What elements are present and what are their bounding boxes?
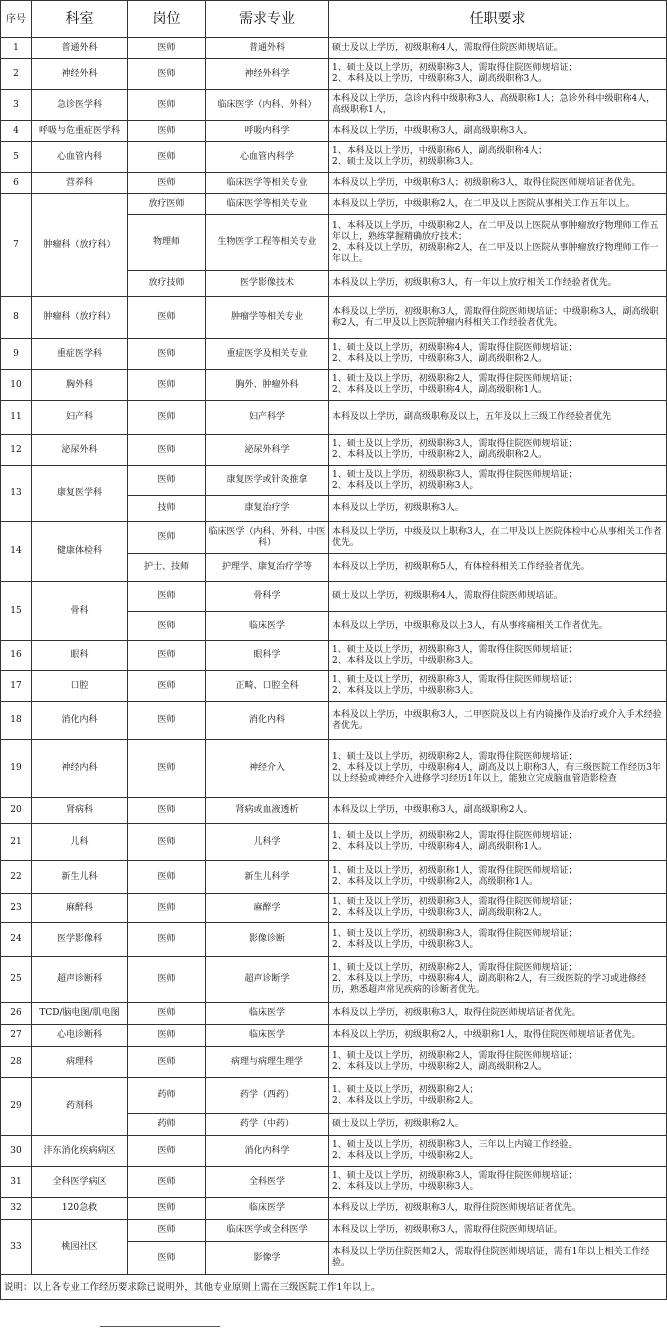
cell-dept: 口腔 <box>32 671 128 702</box>
cell-dept: 骨科 <box>32 582 128 641</box>
cell-dept: 妇产科 <box>32 401 128 435</box>
cell-post: 医师 <box>128 38 206 59</box>
cell-no: 12 <box>1 435 32 466</box>
cell-dept: 康复医学科 <box>32 466 128 522</box>
cell-major: 康复医学或针灸推拿 <box>206 466 329 496</box>
cell-no: 8 <box>1 297 32 339</box>
cell-requirements: 本科及以上学历，中级职称3人，二甲医院及以上有内镜操作及治疗或介入手术经验者优先。 <box>329 702 667 740</box>
footnote: 说明：以上各专业工作经历要求除已说明外，其他专业原则上需在三级医院工作1年以上。 <box>1 1275 667 1300</box>
cell-no: 15 <box>1 582 32 641</box>
cell-dept: 120急救 <box>32 1198 128 1220</box>
cell-major: 康复治疗学 <box>206 496 329 522</box>
table-row <box>1 861 667 894</box>
cell-major: 消化内科 <box>206 702 329 740</box>
cell-major: 全科医学 <box>206 1167 329 1198</box>
cell-requirements: 本科及以上学历住院医师2人，需取得住院医师规培证，需有1年以上相关工作经验。 <box>329 1242 667 1275</box>
cell-major: 重症医学及相关专业 <box>206 339 329 370</box>
header-post: 岗位 <box>128 1 206 38</box>
cell-no: 25 <box>1 957 32 1003</box>
cell-major: 医学影像技术 <box>206 271 329 297</box>
table-row <box>1 1136 667 1167</box>
cell-major: 临床医学 <box>206 1198 329 1220</box>
table-row <box>1 824 667 861</box>
table-row <box>1 1025 667 1047</box>
cell-major: 药学（西药） <box>206 1078 329 1114</box>
cell-no: 32 <box>1 1198 32 1220</box>
cell-requirements: 本科及以上学历，中级职称3人，副高级职称2人。 <box>329 798 667 824</box>
table-row <box>1 522 667 554</box>
table-row <box>1 702 667 740</box>
cell-major: 妇产科学 <box>206 401 329 435</box>
cell-dept: 沣东消化疾病病区 <box>32 1136 128 1167</box>
cell-dept: 泌尿外科 <box>32 435 128 466</box>
cell-post: 医师 <box>128 370 206 401</box>
cell-requirements: 1、硕士及以上学历，初级职称3人，需取得住院医师规培证； 2、本科及以上学历，中级职称3人。 <box>329 923 667 957</box>
cell-major: 心血管内科学 <box>206 142 329 173</box>
cell-no: 10 <box>1 370 32 401</box>
cell-post: 医师 <box>128 297 206 339</box>
table-row <box>1 894 667 923</box>
cell-dept: 心电诊断科 <box>32 1025 128 1047</box>
cell-dept: 胸外科 <box>32 370 128 401</box>
cell-requirements: 硕士及以上学历，初级职称2人。 <box>329 1114 667 1136</box>
cell-requirements: 本科及以上学历，初级职称2人，中级职称1人，取得住院医师规培证者优先。 <box>329 1025 667 1047</box>
cell-no: 27 <box>1 1025 32 1047</box>
cell-post: 医师 <box>128 702 206 740</box>
cell-dept: 眼科 <box>32 641 128 671</box>
cell-major: 临床医学 <box>206 612 329 641</box>
cell-post: 医师 <box>128 894 206 923</box>
cell-post: 医师 <box>128 142 206 173</box>
cell-post: 医师 <box>128 671 206 702</box>
table-body <box>1 38 667 1275</box>
cell-no: 19 <box>1 740 32 798</box>
cell-major: 骨科学 <box>206 582 329 612</box>
cell-post: 医师 <box>128 824 206 861</box>
cell-post: 医师 <box>128 923 206 957</box>
cell-dept: 全科医学病区 <box>32 1167 128 1198</box>
cell-no: 3 <box>1 90 32 121</box>
cell-requirements: 硕士及以上学历，初级职称4人，需取得住院医师规培证。 <box>329 38 667 59</box>
cell-major: 眼科学 <box>206 641 329 671</box>
cell-major: 呼吸内科学 <box>206 121 329 142</box>
cell-post: 医师 <box>128 641 206 671</box>
note-row <box>1 1275 667 1300</box>
cell-post: 医师 <box>128 957 206 1003</box>
cell-post: 医师 <box>128 1136 206 1167</box>
cell-no: 7 <box>1 194 32 297</box>
table-row <box>1 297 667 339</box>
cell-requirements: 本科及以上学历，初级职称3人，取得住院医师规培证者优先。 <box>329 1198 667 1220</box>
cell-post: 医师 <box>128 1003 206 1025</box>
cell-requirements: 1、硕士及以上学历，初级职称2人； 2、本科及以上学历，中级职称2人。 <box>329 1078 667 1114</box>
cell-major: 影像学 <box>206 1242 329 1275</box>
cell-post: 医师 <box>128 339 206 370</box>
cell-dept: 重症医学科 <box>32 339 128 370</box>
cell-requirements: 1、硕士及以上学历，初级职称2人，需取得住院医师规培证； 2、本科及以上学历，中级职称4人，副高级职称1人。 <box>329 824 667 861</box>
cell-dept: 儿科 <box>32 824 128 861</box>
table-row <box>1 957 667 1003</box>
header-major: 需求专业 <box>206 1 329 38</box>
cell-major: 神经介入 <box>206 740 329 798</box>
cell-requirements: 本科及以上学历，中级职称3人；初级职称3人，取得住院医师规培证者优先。 <box>329 173 667 194</box>
cell-post: 放疗医师 <box>128 194 206 215</box>
cell-dept: 新生儿科 <box>32 861 128 894</box>
cell-no: 28 <box>1 1047 32 1078</box>
cell-major: 临床医学等相关专业 <box>206 173 329 194</box>
cell-major: 麻醉学 <box>206 894 329 923</box>
cell-post: 医师 <box>128 121 206 142</box>
cell-no: 26 <box>1 1003 32 1025</box>
table-row <box>1 641 667 671</box>
cell-post: 医师 <box>128 522 206 554</box>
table-row <box>1 194 667 215</box>
cell-requirements: 1、硕士及以上学历，初级职称3人，需取得住院医师规培证； 2、本科及以上学历，中级职称3人，副高级职称2人。 <box>329 894 667 923</box>
cell-requirements: 1、硕士及以上学历，初级职称2人，需取得住院医师规培证； 2、本科及以上学历，中级职称4人，副高职称2人，有三级医院的学习或进修经历，熟悉超声常见疾病的诊断者优先。 <box>329 957 667 1003</box>
cell-requirements: 本科及以上学历，急诊内科中级职称3人、高级职称1人；急诊外科中级职称4人，高级职称1人， <box>329 90 667 121</box>
cell-requirements: 本科及以上学历，中级职称及以上3人，有从事疼痛相关工作者优先。 <box>329 612 667 641</box>
table-row <box>1 582 667 612</box>
cell-requirements: 本科及以上学历，初级职称3人，需取得住院医师规培证。 <box>329 1220 667 1242</box>
table-row <box>1 90 667 121</box>
cell-dept: 肿瘤科（放疗科） <box>32 194 128 297</box>
cell-major: 普通外科 <box>206 38 329 59</box>
header-dept: 科室 <box>32 1 128 38</box>
cell-no: 16 <box>1 641 32 671</box>
cell-dept: 病理科 <box>32 1047 128 1078</box>
table-row <box>1 798 667 824</box>
cell-post: 医师 <box>128 582 206 612</box>
cell-dept: 营养科 <box>32 173 128 194</box>
cell-no: 13 <box>1 466 32 522</box>
cell-major: 胸外、肿瘤外科 <box>206 370 329 401</box>
header-requirements: 任职要求 <box>329 1 667 38</box>
cell-post: 医师 <box>128 90 206 121</box>
header-row <box>1 1 667 38</box>
cell-major: 临床医学等相关专业 <box>206 194 329 215</box>
table-row <box>1 923 667 957</box>
cell-post: 医师 <box>128 612 206 641</box>
cell-post: 药师 <box>128 1078 206 1114</box>
cell-major: 临床医学 <box>206 1025 329 1047</box>
cell-major: 生物医学工程等相关专业 <box>206 215 329 271</box>
cell-dept: TCD/脑电图/肌电图 <box>32 1003 128 1025</box>
table-row <box>1 1003 667 1025</box>
table-row <box>1 740 667 798</box>
cell-dept: 医学影像科 <box>32 923 128 957</box>
cell-requirements: 1、硕士及以上学历，初级职称3人，需取得住院医师规培证； 2、本科及以上学历，中级职称3人。 <box>329 641 667 671</box>
cell-major: 药学（中药） <box>206 1114 329 1136</box>
cell-dept: 神经外科 <box>32 59 128 90</box>
cell-dept: 超声诊断科 <box>32 957 128 1003</box>
cell-no: 1 <box>1 38 32 59</box>
cell-requirements: 1、硕士及以上学历，初级职称4人，需取得住院医师规培证； 2、本科及以上学历，中级职称3人，副高级职称2人。 <box>329 339 667 370</box>
cell-requirements: 1、硕士及以上学历，初级职称2人，需取得住院医师规培证； 2、本科及以上学历，中级职称2人，副高级职称2人。 <box>329 1047 667 1078</box>
cell-no: 9 <box>1 339 32 370</box>
cell-major: 消化内科学 <box>206 1136 329 1167</box>
cell-post: 物理师 <box>128 215 206 271</box>
cell-no: 33 <box>1 1220 32 1275</box>
cell-post: 护士、技师 <box>128 554 206 582</box>
cell-dept: 消化内科 <box>32 702 128 740</box>
cell-major: 临床医学（内科、外科、中医科） <box>206 522 329 554</box>
cell-no: 11 <box>1 401 32 435</box>
cell-requirements: 本科及以上学历，中级及以上职称3人，在二甲及以上医院体检中心从事相关工作者优先。 <box>329 522 667 554</box>
cell-major: 病理与病理生理学 <box>206 1047 329 1078</box>
cell-dept: 心血管内科 <box>32 142 128 173</box>
cell-post: 医师 <box>128 861 206 894</box>
cell-requirements: 本科及以上学历，初级职称3人。 <box>329 496 667 522</box>
cell-post: 医师 <box>128 59 206 90</box>
cell-requirements: 1、本科及以上学历，中级职称2人，在二甲及以上医院从事肿瘤放疗物理师工作五年以上，熟练掌握精确放疗技术； 2、本科及以上学历，初级职称2人，在二甲及以上医院从事肿瘤放疗物理师工作一年以上。 <box>329 215 667 271</box>
cell-post: 医师 <box>128 435 206 466</box>
table-row <box>1 142 667 173</box>
cell-post: 放疗技师 <box>128 271 206 297</box>
cell-requirements: 本科及以上学历，初级职称3人，需取得住院医师规培证；中级职称3人，副高级职称2人，有二甲及以上医院肿瘤内科相关工作经验者优先。 <box>329 297 667 339</box>
cell-no: 22 <box>1 861 32 894</box>
table-row <box>1 1047 667 1078</box>
cell-post: 技师 <box>128 496 206 522</box>
cell-no: 29 <box>1 1078 32 1136</box>
cell-dept: 神经内科 <box>32 740 128 798</box>
cell-no: 5 <box>1 142 32 173</box>
cell-requirements: 本科及以上学历，中级职称3人，副高级职称3人。 <box>329 121 667 142</box>
table-row <box>1 1078 667 1114</box>
cell-requirements: 1、硕士及以上学历，初级职称3人，需取得住院医师规培证； 2、本科及以上学历，中级职称3人。 <box>329 1167 667 1198</box>
cell-no: 24 <box>1 923 32 957</box>
cell-requirements: 1、硕士及以上学历，初级职称3人，需取得住院医师规培证； 2、本科及以上学历，中级职称3人，副高级职称3人。 <box>329 59 667 90</box>
table-row <box>1 38 667 59</box>
cell-no: 18 <box>1 702 32 740</box>
cell-major: 新生儿科学 <box>206 861 329 894</box>
cell-major: 肾病或血液透析 <box>206 798 329 824</box>
cell-dept: 肿瘤科（放疗科） <box>32 297 128 339</box>
cell-no: 21 <box>1 824 32 861</box>
cell-requirements: 1、硕士及以上学历，初级职称2人，需取得住院医师规培证； 2、本科及以上学历，中级职称4人，副高级职称1人。 <box>329 370 667 401</box>
cell-requirements: 1、硕士及以上学历，初级职称2人，需取得住院医师规培证； 2、本科及以上学历，中级职称4人，副高及以上职称3人，有三级医院工作经历3年以上经验或神经介入进修学习经历1年以上，能独立完成脑血管造影检查 <box>329 740 667 798</box>
cell-requirements: 硕士及以上学历，初级职称4人，需取得住院医师规培证。 <box>329 582 667 612</box>
table-row <box>1 671 667 702</box>
cell-post: 医师 <box>128 740 206 798</box>
cell-major: 临床医学 <box>206 1003 329 1025</box>
cell-requirements: 本科及以上学历，初级职称3人，有一年以上放疗相关工作经验者优先。 <box>329 271 667 297</box>
cell-no: 6 <box>1 173 32 194</box>
cell-requirements: 本科及以上学历，副高级职称及以上，五年及以上三级工作经验者优先 <box>329 401 667 435</box>
cell-requirements: 本科及以上学历，初级职称3人，取得住院医师规培证者优先。 <box>329 1003 667 1025</box>
cell-no: 17 <box>1 671 32 702</box>
cell-requirements: 1、本科及以上学历，中级职称6人，副高级职称4人； 2、硕士及以上学历，初级职称3人。 <box>329 142 667 173</box>
cell-dept: 普通外科 <box>32 38 128 59</box>
cell-no: 2 <box>1 59 32 90</box>
cell-requirements: 1、硕士及以上学历，初级职称3人，需取得住院医师规培证； 2、本科及以上学历，中级职称3人。 <box>329 671 667 702</box>
cell-dept: 呼吸与危重症医学科 <box>32 121 128 142</box>
cell-post: 药师 <box>128 1114 206 1136</box>
cell-no: 23 <box>1 894 32 923</box>
cell-requirements: 1、硕士及以上学历，初级职称3人，需取得住院医师规培证； 2、本科及以上学历，初级职称3人。 <box>329 466 667 496</box>
cell-no: 4 <box>1 121 32 142</box>
cell-post: 医师 <box>128 1047 206 1078</box>
cell-major: 护理学、康复治疗学等 <box>206 554 329 582</box>
table-row <box>1 1220 667 1242</box>
table-row <box>1 121 667 142</box>
cell-major: 临床医学（内科、外科） <box>206 90 329 121</box>
cell-no: 31 <box>1 1167 32 1198</box>
table-row <box>1 401 667 435</box>
cell-post: 医师 <box>128 466 206 496</box>
cell-requirements: 1、硕士及以上学历，初级职称1人，需取得住院医师规培证； 2、本科及以上学历，中级职称2人，高级职称1人。 <box>329 861 667 894</box>
cell-no: 20 <box>1 798 32 824</box>
table-row <box>1 59 667 90</box>
cell-dept: 桃园社区 <box>32 1220 128 1275</box>
cell-dept: 健康体检科 <box>32 522 128 582</box>
table-row <box>1 466 667 496</box>
cell-major: 肿瘤学等相关专业 <box>206 297 329 339</box>
cell-requirements: 1、硕士及以上学历，初级职称3人，需取得住院医师规培证； 2、本科及以上学历，中级职称2人，副高级职称2人。 <box>329 435 667 466</box>
cell-post: 医师 <box>128 1167 206 1198</box>
cell-major: 正畸、口腔全科 <box>206 671 329 702</box>
footer-line <box>100 1326 220 1327</box>
table-row <box>1 173 667 194</box>
cell-major: 神经外科学 <box>206 59 329 90</box>
cell-post: 医师 <box>128 401 206 435</box>
table-row <box>1 339 667 370</box>
cell-requirements: 1、硕士及以上学历，初级职称3人，三年以上内镜工作经验。 2、本科及以上学历，中级职称2人。 <box>329 1136 667 1167</box>
cell-major: 临床医学或全科医学 <box>206 1220 329 1242</box>
cell-requirements: 本科及以上学历，中级职称2人，在二甲及以上医院从事相关工作五年以上。 <box>329 194 667 215</box>
cell-post: 医师 <box>128 1220 206 1242</box>
cell-post: 医师 <box>128 1198 206 1220</box>
table-row <box>1 370 667 401</box>
table-row <box>1 1167 667 1198</box>
header-no: 序号 <box>1 1 32 38</box>
cell-dept: 药剂科 <box>32 1078 128 1136</box>
cell-requirements: 本科及以上学历，初级职称5人，有体检科相关工作经验者优先。 <box>329 554 667 582</box>
cell-major: 超声诊断学 <box>206 957 329 1003</box>
cell-no: 14 <box>1 522 32 582</box>
table-row <box>1 1198 667 1220</box>
cell-no: 30 <box>1 1136 32 1167</box>
cell-dept: 肾病科 <box>32 798 128 824</box>
cell-major: 影像诊断 <box>206 923 329 957</box>
table-row <box>1 435 667 466</box>
cell-post: 医师 <box>128 1242 206 1275</box>
cell-major: 泌尿外科学 <box>206 435 329 466</box>
cell-dept: 麻醉科 <box>32 894 128 923</box>
cell-post: 医师 <box>128 1025 206 1047</box>
cell-major: 儿科学 <box>206 824 329 861</box>
cell-post: 医师 <box>128 173 206 194</box>
cell-post: 医师 <box>128 798 206 824</box>
cell-dept: 急诊医学科 <box>32 90 128 121</box>
